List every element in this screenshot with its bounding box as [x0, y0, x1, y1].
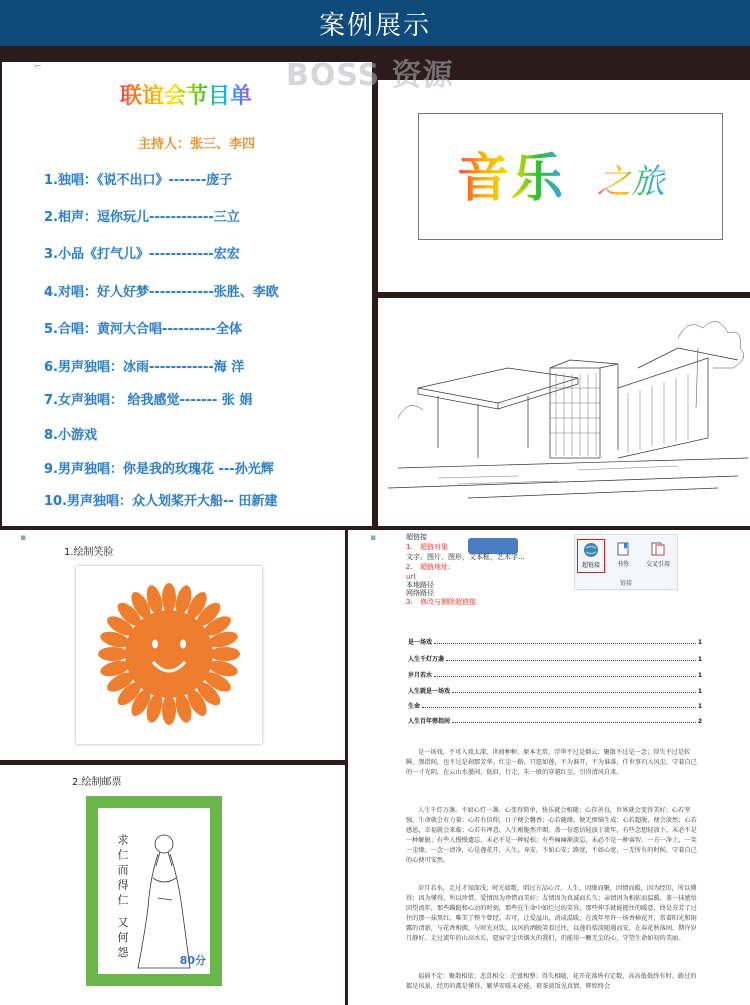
doc-list-item: 修改与删除超链接: [420, 598, 476, 606]
cross-reference-icon: [650, 541, 666, 557]
blue-shape: [468, 538, 518, 554]
corner-mark-icon: ⌐: [34, 62, 42, 72]
toc-title: 人生就是一场戏: [408, 688, 451, 695]
bookmark-button-label: 书签: [616, 561, 629, 568]
doc-list-item: 网络路径: [406, 589, 434, 597]
doc-corner-icon: ▪: [370, 533, 377, 543]
sun-ray: [98, 647, 128, 661]
toc-page: 1: [697, 688, 702, 695]
doc-list-item: 文字、图片，图形，文本框，艺术字...: [406, 553, 525, 561]
stamp-section-label: 2.绘制邮票: [72, 777, 122, 788]
program-item: 2.相声：逗你玩儿------------三立: [44, 210, 240, 225]
watermark-text: BOSS 资源: [286, 58, 454, 93]
program-list-panel: [2, 62, 372, 526]
sun-ray: [210, 647, 240, 661]
toc-title: 岁月若水: [408, 672, 433, 679]
toc-title: 生命: [408, 703, 421, 710]
wordart-journey: 之旅: [597, 154, 665, 203]
program-item: 10.男声独唱：众人划桨开大船-- 田新建: [44, 494, 278, 509]
program-item: 4.对唱：好人好梦------------张胜、李欧: [44, 285, 279, 300]
doc-list-number: 3.: [406, 598, 413, 606]
smiley-section-label: 1.绘制笑脸: [64, 547, 114, 558]
doc-paragraph: 人生千灯万盏。不如心灯一盏。心变得简单，快乐就会相随；心存善良，世界就会变得美好；心若坚强，生命就会有力量；心若有信仰，日子便会馨香；心若随缘，便无烦恼生成；心若超脱，便会淡然；心若感恩，幸福就会来临；心若有禅意，人生刚脆然开朗。盖一份愿信轻放于流年，有些念想轻放下，未必不是一种解脱；有些人慢慢遗忘，未必不是一种轻松；有些痛痛渐淡忘，未必不是一种睿智。一方一净土，一笑一尘缘。一念一清净，心是莲花开，人生，身安，不如心安；路宽，不如心宽，一无所有的时候，守着自己的心便可安然。: [406, 807, 697, 864]
doc-paragraph: 福祸不定：聚散相依；悲喜相交：茫富相整；得失相随，花开花落皆有定数，高高低低终有时。路过的都是风景，经历的都是懂得，繁华安暖未必能，祖茶淡饭见真情，辉煌终会: [406, 973, 697, 990]
toc-leader: [452, 722, 696, 723]
sun-eye: [180, 640, 186, 649]
wordart-box: [418, 113, 723, 240]
sun-ray: [162, 583, 176, 613]
toc-page: 1: [697, 639, 702, 646]
stamp-calligraphy: 求仁而得仁 又何怨: [116, 834, 129, 962]
sun-smiley-icon: [76, 566, 262, 744]
architecture-sketch-panel: [378, 298, 750, 526]
doc-list-item: url: [406, 573, 416, 581]
page-header: [0, 0, 750, 46]
doc-paragraph: 是一场戏，不可入戏太深，世间种种，原本无常，浮华不过是烟云；聚散不过是一念；得失不过是转瞬，弹指间，也不过是刹那芳华。红尘一路，只愿如莲，不为谁开，不为谁落，任世事归入风尘，守着自己的一寸光阴，在云山水墨间，低眉，行走，朱一般的穿越红尘，引得清风自来。: [406, 749, 697, 776]
toc-row[interactable]: [408, 637, 702, 646]
program-title: 联谊会节目单: [120, 79, 252, 110]
toc-title: 是一场戏: [408, 639, 433, 646]
toc-page: 1: [697, 656, 702, 663]
stamp-value: 80分: [179, 954, 206, 967]
doc-link-title: 超链接: [406, 533, 427, 541]
toc-page: 1: [697, 703, 702, 710]
program-item: 6.男声独唱：冰雨------------海 洋: [44, 360, 245, 375]
links-ribbon-group: [574, 534, 678, 590]
program-item: 7.女声独唱： 给我感觉------- 张 娟: [44, 393, 253, 408]
toc-row[interactable]: [408, 654, 702, 663]
toc-leader: [434, 643, 696, 644]
doc-list-item: 超链地址:: [420, 563, 451, 571]
doc-list-item: 本地路径: [406, 581, 434, 589]
program-host: 主持人：张三、李四: [138, 137, 256, 152]
toc-page: 1: [697, 672, 702, 679]
ribbon-group-label: 链接: [619, 580, 632, 587]
program-item: 3.小品《打气儿》------------宏宏: [44, 247, 240, 262]
doc-paragraph: 岁月若水，走过才知深浅；时光如歌，唱过方品心音。人生，因缘而聚，因情而暖，因为经历，所以懂得；因为懂得，所以珍惜，爱情因为珍惜而美好；友情因为真诚而长久；亲情因为相依而温暖。盖一抹感悟回望流年，那些蹒跹和心动的时刻，那些在生命中如烂过的笑容，那些伸手就能握住的暖意，终是芬芳了过往的那一抹黑红，唯美了整个曾经。若可，让爱溢出，消成温暖，在流年里许一场香樟花开，常着阳光和雨露的清新，与花香相拥，与时光对饮，以风的洒脱笑看过往，以莲的恬淡随遇而安，在春花秋落间，期许岁月静好。走过流年的山高水长，愿宿守尘世烟火的我们，仍能用一颗无尘的心，守望生命如初的美丽。: [406, 885, 697, 942]
smiley-frame: [76, 566, 262, 744]
program-item: 1.独唱：《说不出口》-------庞子: [44, 173, 233, 188]
bookmark-button[interactable]: [609, 539, 637, 573]
document-panel: [348, 530, 750, 1005]
toc-row[interactable]: [408, 716, 702, 725]
toc-row[interactable]: [408, 701, 702, 710]
toc-leader: [422, 707, 696, 708]
doc-corner-icon: ▪: [20, 533, 27, 543]
stamp-image-area: [98, 808, 210, 974]
globe-icon: [583, 542, 599, 558]
postage-stamp: [86, 796, 222, 986]
page-title: 案例展示: [318, 10, 431, 41]
building-sketch-illustration: [378, 298, 750, 526]
cross-reference-button[interactable]: [639, 539, 677, 573]
bookmark-icon: [615, 541, 631, 557]
program-item: 5.合唱：黄河大合唱----------全体: [44, 322, 242, 337]
toc-leader: [452, 692, 696, 693]
toc-row[interactable]: [408, 686, 702, 695]
doc-list-item: 超链对象: [420, 543, 448, 551]
toc-page: 2: [697, 718, 702, 725]
hyperlink-button[interactable]: [577, 539, 605, 573]
sun-ray: [162, 695, 176, 725]
toc-leader: [434, 676, 696, 677]
toc-leader: [446, 660, 696, 661]
sun-eye: [152, 640, 158, 649]
toc-title: 人生千灯万盏: [408, 656, 445, 663]
doc-list-number: 2.: [406, 563, 413, 571]
wordart-music: 音乐: [457, 136, 565, 211]
music-banner-panel: [378, 80, 750, 292]
sun-face: [125, 610, 213, 698]
program-item: 8.小游戏: [44, 428, 97, 443]
toc-row[interactable]: [408, 670, 702, 679]
program-item: 9.男声独唱：你是我的玫瑰花 ---孙光辉: [44, 462, 274, 477]
hyperlink-button-label: 超链接: [581, 562, 600, 569]
doc-list-number: 1.: [406, 543, 413, 551]
cross-reference-button-label: 交叉引用: [645, 561, 670, 568]
toc-title: 人生百年弹指间: [408, 718, 451, 725]
